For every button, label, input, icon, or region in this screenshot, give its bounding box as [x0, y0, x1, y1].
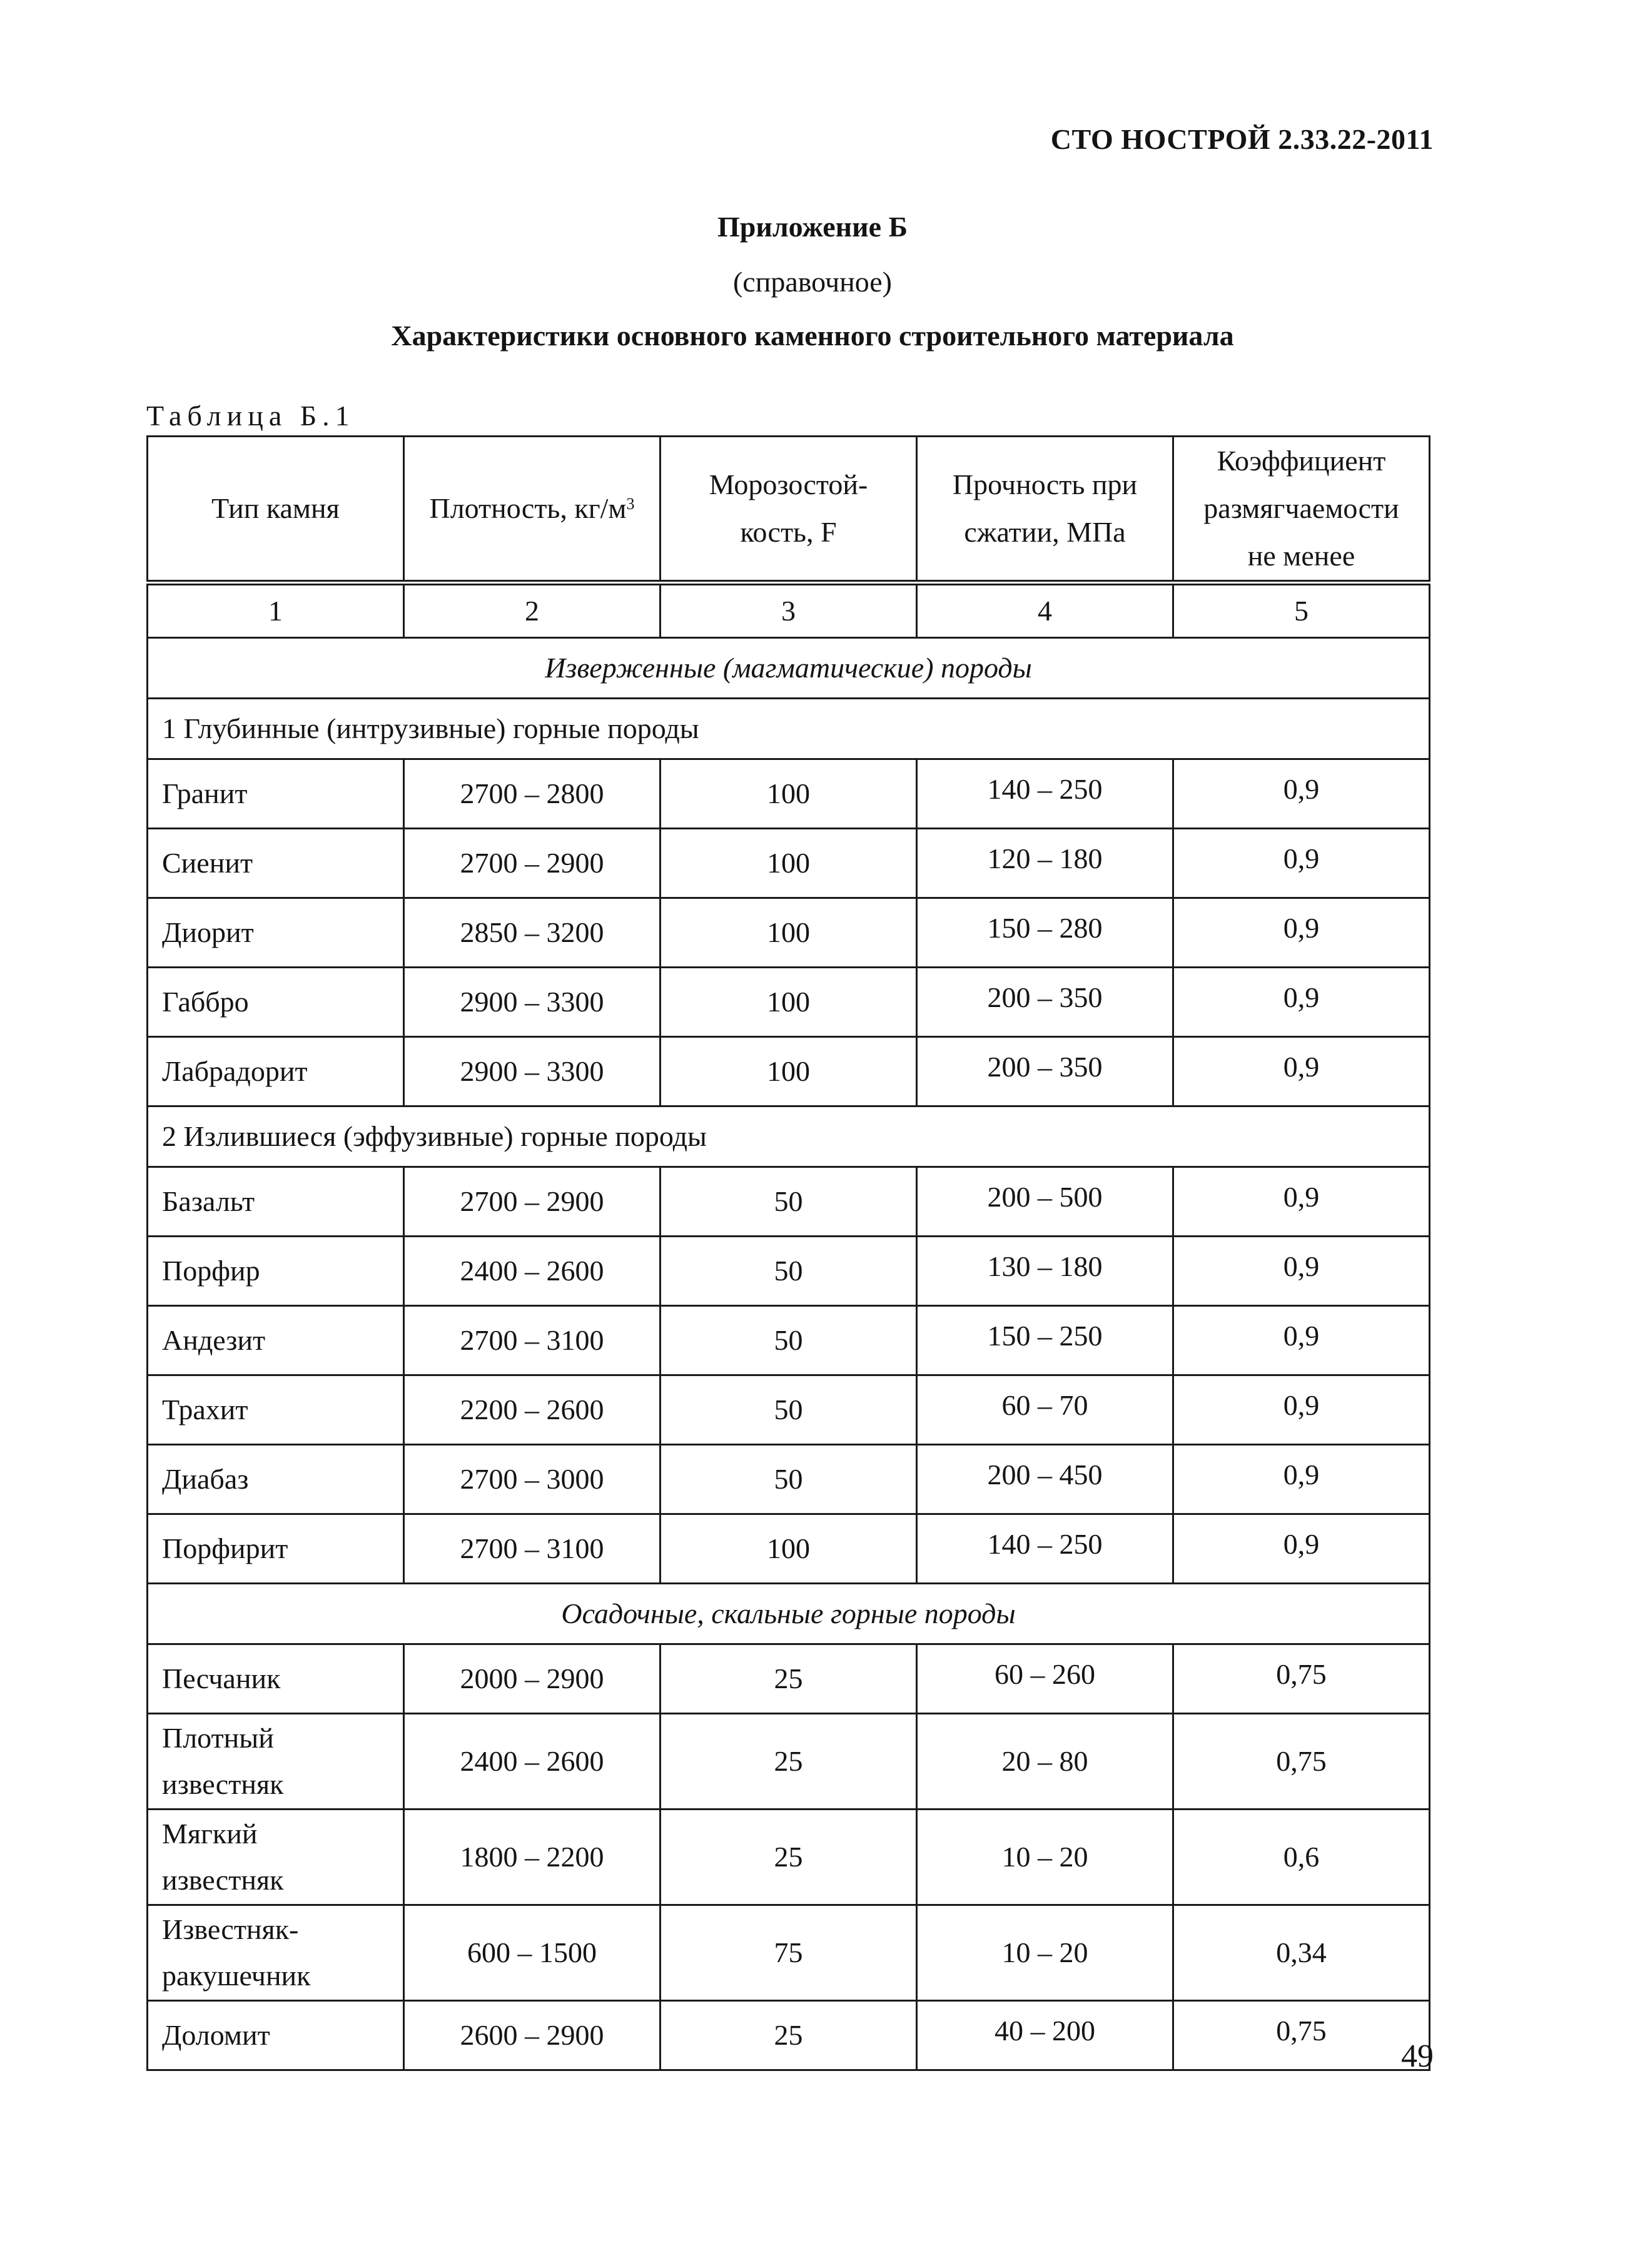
density-cell: 2900 – 3300 [404, 1036, 661, 1106]
softening-coefficient-cell: 0,9 [1173, 1305, 1430, 1375]
group-heading-row [148, 637, 1430, 698]
stone-type-cell: Диабаз [148, 1444, 404, 1514]
softening-coefficient-cell: 0,6 [1173, 1809, 1430, 1905]
appendix-title: Приложение Б [717, 211, 908, 243]
header-density-exponent: 3 [626, 494, 635, 513]
frost-resistance-cell: 50 [661, 1236, 917, 1305]
density-cell: 2700 – 2900 [404, 1167, 661, 1236]
frost-resistance-cell: 100 [661, 759, 917, 828]
stone-type-cell: Лабрадорит [148, 1036, 404, 1106]
density-cell: 600 – 1500 [404, 1905, 661, 2000]
table-row [148, 1375, 1430, 1444]
softening-coefficient-cell: 0,9 [1173, 1375, 1430, 1444]
stone-type-cell: Порфир [148, 1236, 404, 1305]
subgroup-heading: 1 Глубинные (интрузивные) горные породы [148, 698, 1430, 759]
header-softening-coefficient [1173, 437, 1430, 583]
stone-type-cell: Порфирит [148, 1514, 404, 1583]
compressive-strength-cell: 140 – 250 [917, 1514, 1173, 1583]
compressive-strength-cell: 40 – 200 [917, 2000, 1173, 2070]
header-compressive-strength-label: Прочность при сжатии, МПа [952, 468, 1138, 548]
table-caption: Таблица Б.1 [146, 400, 355, 432]
group-heading: Изверженные (магматические) породы [148, 637, 1430, 698]
frost-resistance-cell: 25 [661, 1713, 917, 1809]
stone-properties-table-wrap [146, 435, 1429, 2071]
frost-resistance-cell: 100 [661, 898, 917, 967]
compressive-strength-cell: 150 – 250 [917, 1305, 1173, 1375]
density-cell: 2700 – 3100 [404, 1514, 661, 1583]
header-frost-resistance [661, 437, 917, 583]
header-frost-resistance-label: Морозостой- кость, F [709, 468, 868, 548]
frost-resistance-cell: 50 [661, 1375, 917, 1444]
softening-coefficient-cell: 0,9 [1173, 898, 1430, 967]
stone-type-cell: Андезит [148, 1305, 404, 1375]
table-row [148, 1713, 1430, 1809]
column-number: 3 [661, 582, 917, 637]
table-header-row [148, 437, 1430, 583]
table-body [148, 582, 1430, 2070]
compressive-strength-cell: 200 – 350 [917, 967, 1173, 1036]
header-density [404, 437, 661, 583]
column-number: 5 [1173, 582, 1430, 637]
frost-resistance-cell: 25 [661, 1809, 917, 1905]
stone-type-cell: Песчаник [148, 1644, 404, 1713]
table-row [148, 1305, 1430, 1375]
stone-type-cell: Мягкий известняк [148, 1809, 404, 1905]
group-heading-row [148, 1583, 1430, 1644]
compressive-strength-cell: 200 – 350 [917, 1036, 1173, 1106]
table-row [148, 759, 1430, 828]
compressive-strength-cell: 140 – 250 [917, 759, 1173, 828]
softening-coefficient-cell: 0,75 [1173, 2000, 1430, 2070]
density-cell: 2700 – 3100 [404, 1305, 661, 1375]
table-row [148, 967, 1430, 1036]
softening-coefficient-cell: 0,9 [1173, 1167, 1430, 1236]
frost-resistance-cell: 50 [661, 1167, 917, 1236]
frost-resistance-cell: 100 [661, 828, 917, 898]
subgroup-heading-row [148, 1106, 1430, 1167]
stone-type-cell: Доломит [148, 2000, 404, 2070]
subgroup-heading: 2 Излившиеся (эффузивные) горные породы [148, 1106, 1430, 1167]
softening-coefficient-cell: 0,75 [1173, 1644, 1430, 1713]
compressive-strength-cell: 60 – 70 [917, 1375, 1173, 1444]
frost-resistance-cell: 100 [661, 1514, 917, 1583]
stone-type-cell: Известняк- ракушечник [148, 1905, 404, 2000]
compressive-strength-cell: 10 – 20 [917, 1905, 1173, 2000]
softening-coefficient-cell: 0,9 [1173, 759, 1430, 828]
column-number: 2 [404, 582, 661, 637]
frost-resistance-cell: 25 [661, 2000, 917, 2070]
table-row [148, 2000, 1430, 2070]
softening-coefficient-cell: 0,34 [1173, 1905, 1430, 2000]
softening-coefficient-cell: 0,75 [1173, 1713, 1430, 1809]
table-row [148, 1905, 1430, 2000]
table-row [148, 1644, 1430, 1713]
table-row [148, 1236, 1430, 1305]
compressive-strength-cell: 200 – 450 [917, 1444, 1173, 1514]
density-cell: 2900 – 3300 [404, 967, 661, 1036]
density-cell: 2400 – 2600 [404, 1713, 661, 1809]
header-compressive-strength [917, 437, 1173, 583]
table-row [148, 1036, 1430, 1106]
compressive-strength-cell: 20 – 80 [917, 1713, 1173, 1809]
column-numbers-row [148, 582, 1430, 637]
density-cell: 1800 – 2200 [404, 1809, 661, 1905]
document-code: СТО НОСТРОЙ 2.33.22-2011 [1050, 123, 1434, 155]
compressive-strength-cell: 60 – 260 [917, 1644, 1173, 1713]
compressive-strength-cell: 130 – 180 [917, 1236, 1173, 1305]
table-row [148, 1514, 1430, 1583]
density-cell: 2200 – 2600 [404, 1375, 661, 1444]
compressive-strength-cell: 200 – 500 [917, 1167, 1173, 1236]
table-row [148, 828, 1430, 898]
column-number: 1 [148, 582, 404, 637]
density-cell: 2400 – 2600 [404, 1236, 661, 1305]
softening-coefficient-cell: 0,9 [1173, 967, 1430, 1036]
page-number: 49 [1401, 2038, 1434, 2074]
softening-coefficient-cell: 0,9 [1173, 1036, 1430, 1106]
density-cell: 2600 – 2900 [404, 2000, 661, 2070]
table-row [148, 1167, 1430, 1236]
density-cell: 2700 – 2900 [404, 828, 661, 898]
group-heading: Осадочные, скальные горные породы [148, 1583, 1430, 1644]
frost-resistance-cell: 50 [661, 1444, 917, 1514]
header-density-label: Плотность, кг/м [429, 492, 627, 524]
stone-type-cell: Гранит [148, 759, 404, 828]
appendix-kind: (справочное) [732, 266, 893, 298]
table-row [148, 1444, 1430, 1514]
frost-resistance-cell: 100 [661, 967, 917, 1036]
frost-resistance-cell: 50 [661, 1305, 917, 1375]
frost-resistance-cell: 25 [661, 1644, 917, 1713]
stone-type-cell: Плотный известняк [148, 1713, 404, 1809]
softening-coefficient-cell: 0,9 [1173, 1236, 1430, 1305]
density-cell: 2850 – 3200 [404, 898, 661, 967]
table-row [148, 1809, 1430, 1905]
appendix-subtitle: Характеристики основного каменного строительного материала [391, 320, 1234, 352]
softening-coefficient-cell: 0,9 [1173, 1514, 1430, 1583]
frost-resistance-cell: 75 [661, 1905, 917, 2000]
stone-type-cell: Трахит [148, 1375, 404, 1444]
frost-resistance-cell: 100 [661, 1036, 917, 1106]
stone-type-cell: Диорит [148, 898, 404, 967]
column-number: 4 [917, 582, 1173, 637]
stone-type-cell: Сиенит [148, 828, 404, 898]
stone-type-cell: Базальт [148, 1167, 404, 1236]
stone-type-cell: Габбро [148, 967, 404, 1036]
density-cell: 2700 – 3000 [404, 1444, 661, 1514]
compressive-strength-cell: 120 – 180 [917, 828, 1173, 898]
table-row [148, 898, 1430, 967]
stone-properties-table [146, 435, 1430, 2071]
softening-coefficient-cell: 0,9 [1173, 828, 1430, 898]
softening-coefficient-cell: 0,9 [1173, 1444, 1430, 1514]
subgroup-heading-row [148, 698, 1430, 759]
density-cell: 2000 – 2900 [404, 1644, 661, 1713]
compressive-strength-cell: 150 – 280 [917, 898, 1173, 967]
compressive-strength-cell: 10 – 20 [917, 1809, 1173, 1905]
header-softening-coefficient-label: Коэффициент размягчаемости не менее [1203, 445, 1399, 572]
header-stone-type: Тип камня [148, 437, 404, 583]
density-cell: 2700 – 2800 [404, 759, 661, 828]
